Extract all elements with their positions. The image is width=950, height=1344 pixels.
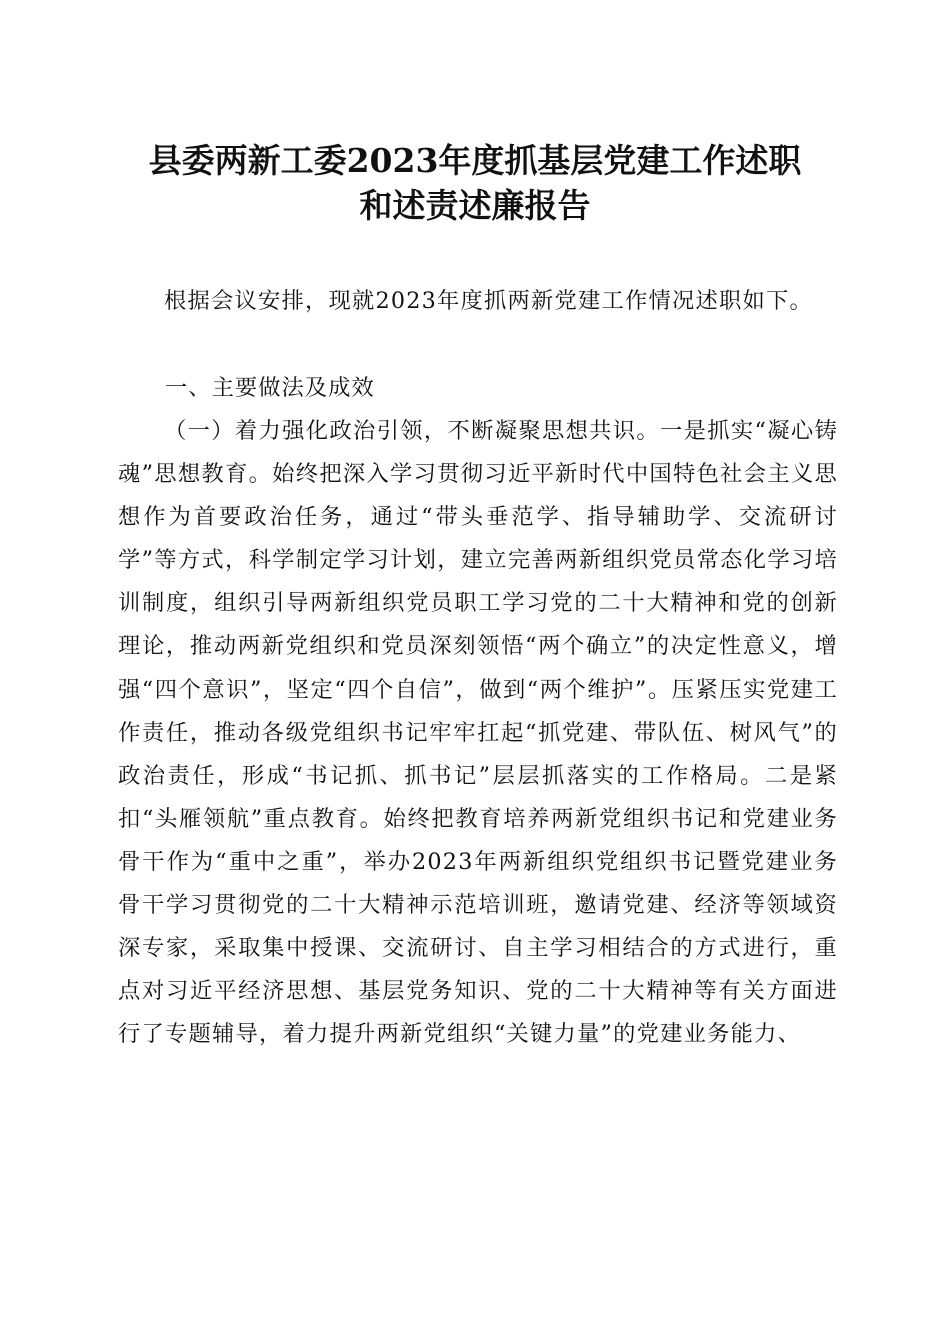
body-paragraph: （一）着力强化政治引领，不断凝聚思想共识。一是抓实“凝心铸魂”思想教育。始终把深入学习贯彻习近平新时代中国特色社会主义思想作为首要政治任务，通过“带头垂范学、指导辅助学、交流研讨学”等方式，科学制定学习计划，建立完善两新组织党员常态化学习培训制度，组织引导两新组织党员职工学习党的二十大精神和党的创新理论，推动两新党组织和党员深刻领悟“两个确立”的决定性意义，增强“四个意识”，坚定“四个自信”，做到“两个维护”。压紧压实党建工作责任，推动各级党组织书记牢牢扛起“抓党建、带队伍、树风气”的政治责任，形成“书记抓、抓书记”层层抓落实的工作格局。二是紧扣“头雁领航”重点教育。始终把教育培养两新党组织书记和党建业务骨干作为“重中之重”，举办2023年两新组织党组织书记暨党建业务骨干学习贯彻党的二十大精神示范培训班，邀请党建、经济等领域资深专家，采取集中授课、交流研讨、自主学习相结合的方式进行，重点对习近平经济思想、基层党务知识、党的二十大精神等有关方面进行了专题辅导，着力提升两新党组织“关键力量”的党建业务能力、 [118, 418, 838, 1048]
document-title-line-2: 和述责述廉报告 [359, 186, 591, 225]
section-heading: 一、主要做法及成效 [165, 375, 375, 401]
document-title-line-1: 县委两新工委2023年度抓基层党建工作述职 [148, 141, 802, 180]
intro-paragraph: 根据会议安排，现就2023年度抓两新党建工作情况述职如下。 [164, 288, 813, 314]
